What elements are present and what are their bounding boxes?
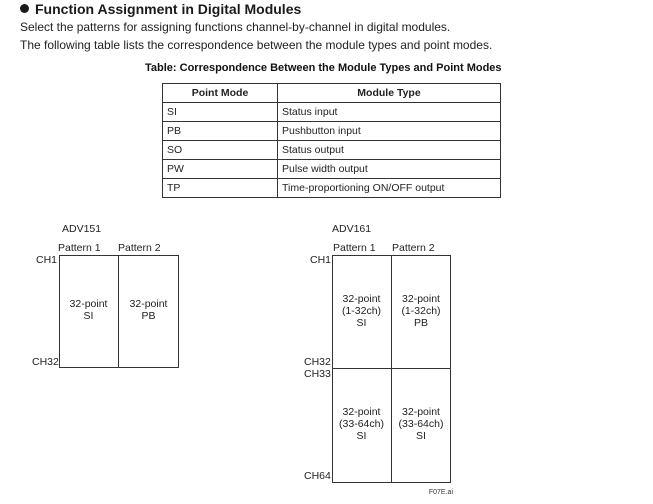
- point-mode-cell: SO: [163, 141, 278, 160]
- table-row: [163, 160, 501, 179]
- intro-line-2: The following table lists the correspondence between the module types and point modes.: [20, 38, 493, 52]
- point-mode-cell: SI: [163, 103, 278, 122]
- cell-text: (33-64ch): [398, 418, 444, 430]
- adv161-pattern2-label: Pattern 2: [392, 242, 435, 254]
- adv161-vertical-divider: [391, 255, 392, 483]
- cell-text: 32-point: [342, 293, 381, 305]
- cell-text: SI: [356, 430, 367, 442]
- intro-line-1: Select the patterns for assigning functions channel-by-channel in digital modules.: [20, 20, 451, 34]
- table-row: [163, 179, 501, 198]
- adv161-title: ADV161: [332, 223, 372, 235]
- column-header-module-type: Module Type: [278, 84, 501, 103]
- figure-id-label: F07E.ai: [428, 489, 453, 496]
- adv161-cell-bottom-pattern2: [391, 406, 451, 442]
- cell-text: 32-point: [402, 406, 440, 418]
- adv161-cell-top-pattern1: [332, 293, 391, 329]
- cell-text: 32-point: [129, 298, 168, 310]
- point-mode-cell: TP: [163, 179, 278, 198]
- adv161-ch32-label: CH32: [304, 356, 331, 368]
- adv151-cell-pattern1: [59, 298, 118, 322]
- adv151-ch32-label: CH32: [32, 356, 59, 368]
- cell-text: (1-32ch): [341, 305, 382, 317]
- adv161-ch1-label: CH1: [310, 254, 332, 266]
- cell-text: 32-point: [402, 293, 440, 305]
- adv151-cell-pattern2: [118, 298, 179, 322]
- table-header-row: [163, 84, 501, 103]
- point-mode-cell: PB: [163, 122, 278, 141]
- adv161-horizontal-divider: [332, 368, 451, 369]
- module-type-cell: Status input: [278, 103, 501, 122]
- cell-text: (1-32ch): [401, 305, 441, 317]
- cell-text: PB: [141, 310, 156, 322]
- module-type-cell: Pulse width output: [278, 160, 501, 179]
- column-header-point-mode: Point Mode: [163, 84, 278, 103]
- module-type-cell: Status output: [278, 141, 501, 160]
- module-type-cell: Pushbutton input: [278, 122, 501, 141]
- table-row: [163, 122, 501, 141]
- section-heading: [20, 1, 301, 17]
- adv151-pattern1-label: Pattern 1: [58, 242, 101, 254]
- table-row: [163, 103, 501, 122]
- adv151-pattern2-label: Pattern 2: [118, 242, 161, 254]
- adv161-ch33-label: CH33: [304, 368, 331, 380]
- cell-text: 32-point: [342, 406, 381, 418]
- adv161-cell-bottom-pattern1: [332, 406, 391, 442]
- table-caption: Table: Correspondence Between the Module Types and Point Modes: [145, 62, 502, 74]
- table-row: [163, 141, 501, 160]
- cell-text: SI: [416, 430, 426, 442]
- cell-text: (33-64ch): [339, 418, 384, 430]
- adv161-ch64-label: CH64: [304, 470, 331, 482]
- module-type-cell: Time-proportioning ON/OFF output: [278, 179, 501, 198]
- point-mode-cell: PW: [163, 160, 278, 179]
- cell-text: 32-point: [69, 298, 108, 310]
- heading-text: Function Assignment in Digital Modules: [35, 1, 302, 17]
- adv161-pattern1-label: Pattern 1: [333, 242, 376, 254]
- cell-text: PB: [413, 317, 428, 329]
- bullet-icon: [20, 4, 29, 13]
- adv151-title: ADV151: [62, 223, 102, 235]
- cell-text: SI: [356, 317, 367, 329]
- adv151-ch1-label: CH1: [36, 254, 58, 266]
- adv161-cell-top-pattern2: [391, 293, 451, 329]
- cell-text: SI: [83, 310, 94, 322]
- point-mode-table: [162, 83, 501, 198]
